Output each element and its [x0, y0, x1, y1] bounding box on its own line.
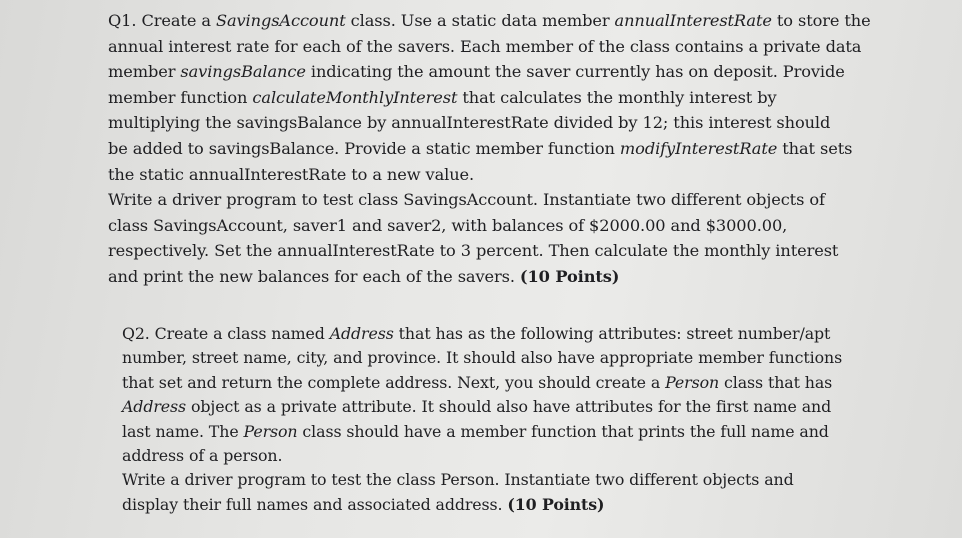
- code-identifier: Address: [329, 324, 394, 343]
- text-line: [108, 8, 908, 34]
- text-run: member: [108, 62, 181, 82]
- text-line: [122, 493, 912, 517]
- text-line: [108, 162, 908, 188]
- code-identifier: Person: [243, 421, 298, 441]
- text-line: [108, 59, 908, 85]
- text-run: last name. The: [122, 421, 244, 441]
- text-run: class that has: [719, 372, 833, 392]
- text-run: respectively. Set the annualInterestRate to 3 percent. Then calculate the monthly interest: [108, 241, 839, 261]
- code-identifier: calculateMonthlyInterest: [252, 87, 458, 107]
- code-identifier: savingsBalance: [180, 62, 306, 82]
- text-run: address of a person.: [122, 446, 283, 466]
- text-run: multiplying the savingsBalance by annualInterestRate divided by 12; this interest should: [108, 113, 831, 133]
- text-run: class SavingsAccount, saver1 and saver2, with balances of $2000.00 and $3000.00,: [108, 215, 788, 235]
- text-run: class. Use a static data member: [345, 11, 615, 30]
- text-line: [108, 187, 908, 213]
- text-run: indicating the amount the saver currently has on deposit. Provide: [305, 62, 845, 82]
- text-run: the static annualInterestRate to a new value.: [108, 164, 475, 184]
- text-run: Write a driver program to test the class Person. Instantiate two different objects and: [122, 470, 794, 490]
- text-run: that calculates the monthly interest by: [457, 87, 777, 107]
- text-run: annual interest rate for each of the savers. Each member of the class contains a private data: [108, 36, 862, 56]
- question-2: [122, 322, 912, 517]
- text-run: object as a private attribute. It should also have attributes for the first name and: [186, 397, 832, 417]
- text-line: [108, 213, 908, 239]
- text-line: [122, 444, 912, 468]
- text-line: [108, 264, 908, 290]
- text-run: be added to savingsBalance. Provide a static member function: [108, 138, 620, 158]
- code-identifier: Address: [122, 397, 187, 417]
- text-run: that set and return the complete address. Next, you should create a: [122, 372, 666, 392]
- text-run: display their full names and associated address.: [122, 494, 508, 514]
- text-run: that has as the following attributes: street number/apt: [393, 324, 831, 343]
- text-line: [122, 322, 912, 346]
- text-run: and print the new balances for each of the savers.: [108, 266, 520, 286]
- text-line: [108, 85, 908, 111]
- text-line: [122, 346, 912, 370]
- text-line: [122, 420, 912, 444]
- text-run: Write a driver program to test class SavingsAccount. Instantiate two different objects of: [108, 190, 825, 210]
- code-identifier: modifyInterestRate: [619, 138, 778, 158]
- code-identifier: Person: [665, 372, 720, 392]
- text-line: [108, 34, 908, 60]
- question-1: [108, 8, 908, 290]
- points-label: (10 Points): [507, 494, 605, 514]
- text-line: [108, 136, 908, 162]
- text-line: [108, 110, 908, 136]
- text-run: that sets: [777, 138, 853, 158]
- text-line: [122, 371, 912, 395]
- text-run: Q2. Create a class named: [122, 324, 330, 343]
- text-run: Q1. Create a: [108, 11, 216, 30]
- code-identifier: annualInterestRate: [614, 11, 772, 30]
- text-run: member function: [108, 87, 253, 107]
- text-line: [122, 395, 912, 419]
- text-run: to store the: [771, 11, 871, 30]
- code-identifier: SavingsAccount: [215, 11, 346, 30]
- text-run: class should have a member function that prints the full name and: [297, 421, 829, 441]
- text-run: number, street name, city, and province. It should also have appropriate member functions: [122, 348, 843, 368]
- points-label: (10 Points): [519, 266, 620, 286]
- text-line: [122, 468, 912, 492]
- text-line: [108, 238, 908, 264]
